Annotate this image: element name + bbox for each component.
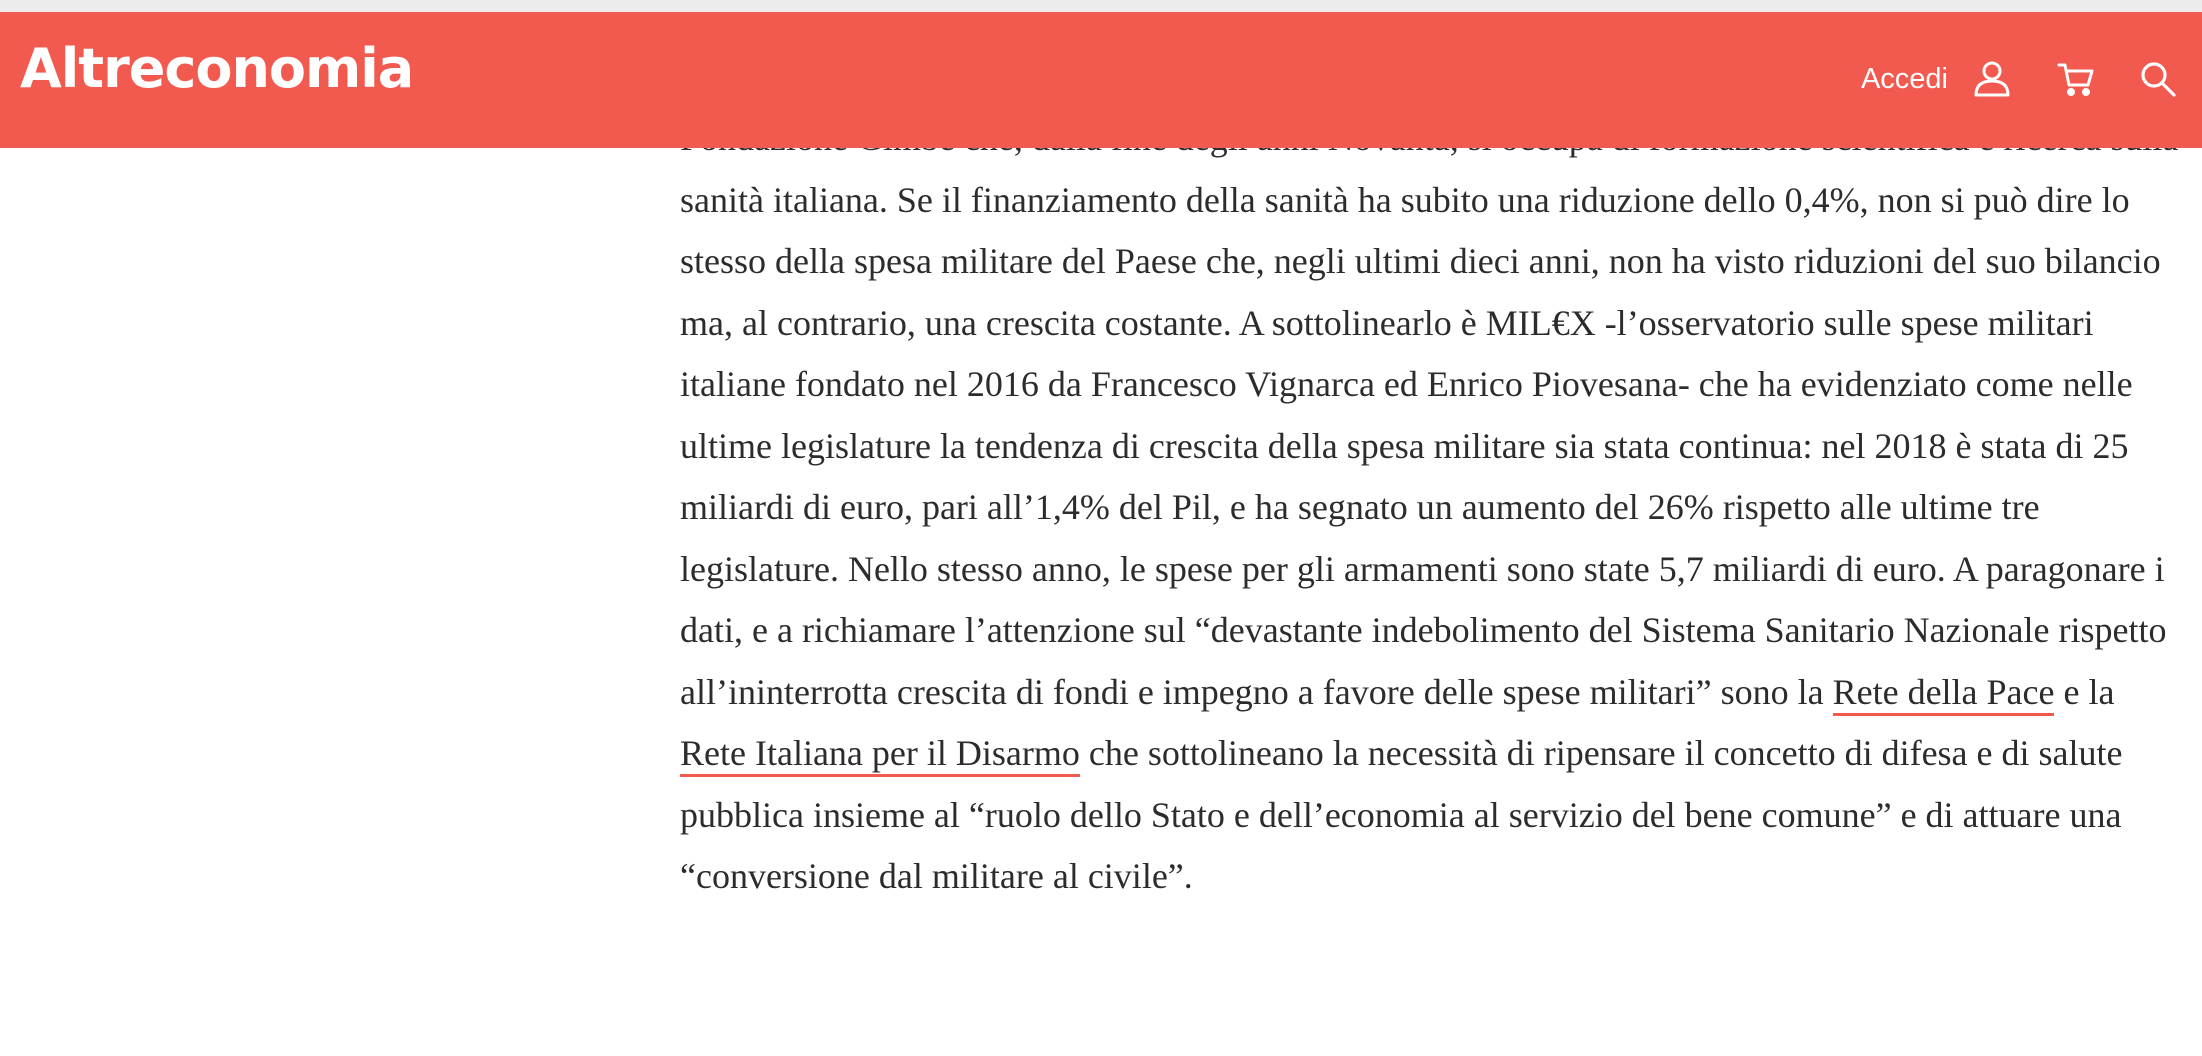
paragraph-text-3: che sottolineano la necessità di ripensare il concetto di difesa e di salute pubblica insieme al “ruolo dello Stato e dell’economia al servizio del bene comune” e di attuare una “conversione dal militare al civile”. [680, 733, 2123, 896]
article-body [680, 108, 2180, 908]
user-icon[interactable] [1970, 57, 2014, 101]
paragraph-text-2: e la [2054, 671, 2115, 712]
paragraph-text-1: sanità italiana. Se il finanziamento della sanità ha subito una riduzione dello 0,4%, non si può dire lo stesso della spesa militare del Paese che, negli ultimi dieci anni, non ha visto riduzioni del suo bilancio ma, al contrario, una crescita costante. A sottolinearlo è MIL€X -l’osservatorio sulle spese militari italiane fondato nel 2016 da Francesco Vignarca ed Enrico Piovesana- che ha evidenziato come nelle ultime legislature la tendenza di crescita della spesa militare sia stata continua: nel 2018 è stata di 25 miliardi di euro, pari all’1,4% del Pil, e ha segnato un aumento del 26% rispetto alle ultime tre legislature. Nello stesso anno, le spese per gli armamenti sono state 5,7 miliardi di euro. A paragonare i dati, e a richiamare l’attenzione sul “devastante indebolimento del Sistema Sanitario Nazionale rispetto all’ininterrotta crescita di fondi e impegno a favore delle spese militari” sono la [680, 179, 2167, 712]
header-nav [1861, 54, 2180, 104]
site-header [0, 12, 2202, 148]
link-rete-della-pace[interactable]: Rete della Pace [1833, 672, 2055, 716]
search-icon[interactable] [2136, 57, 2180, 101]
browser-top-strip [0, 0, 2202, 12]
article-paragraph [680, 108, 2180, 908]
site-logo[interactable]: Altreconomia [20, 37, 414, 100]
login-link[interactable]: Accedi [1860, 62, 1948, 95]
cart-icon[interactable] [2054, 57, 2098, 101]
link-rete-italiana-disarmo[interactable]: Rete Italiana per il Disarmo [680, 733, 1080, 777]
